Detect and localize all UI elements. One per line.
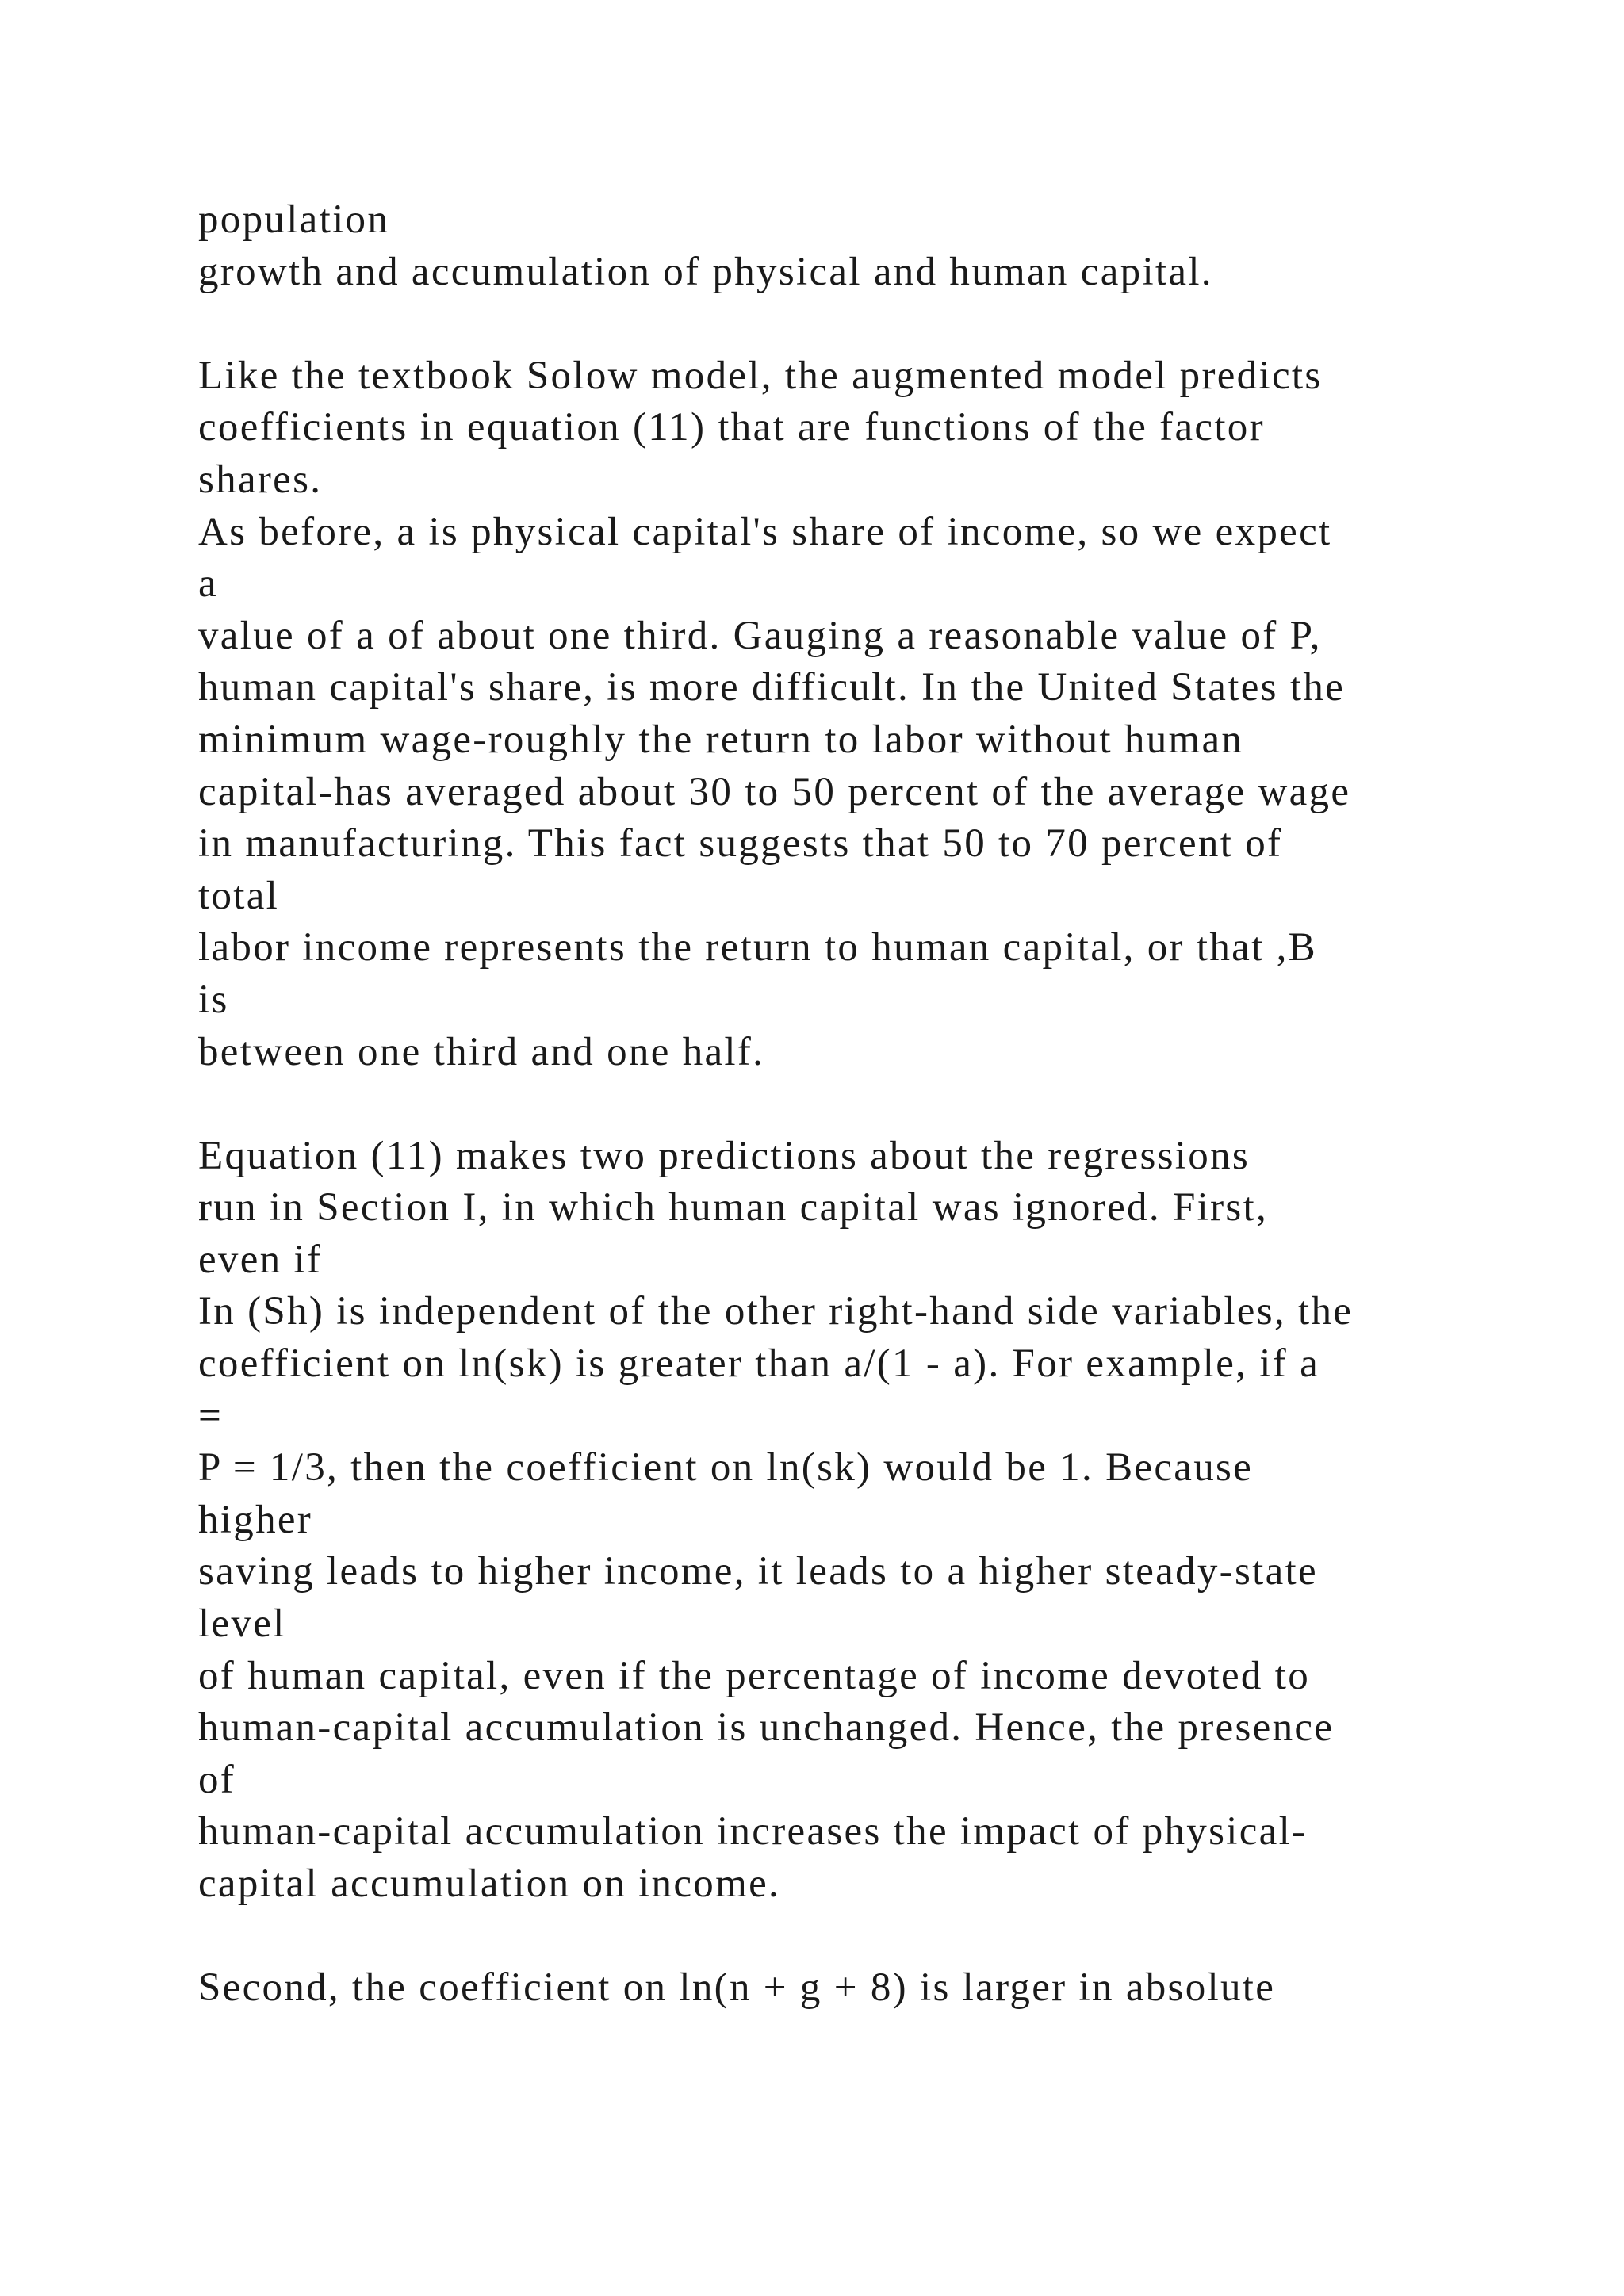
text-line: In (Sh) is independent of the other right-hand side variables, the <box>198 1289 1354 1334</box>
text-line: coefficients in equation (11) that are functions of the factor <box>198 405 1265 450</box>
text-line: human-capital accumulation increases the impact of physical- <box>198 1809 1308 1854</box>
text-line: in manufacturing. This fact suggests that 50 to 70 percent of <box>198 821 1283 867</box>
text-line: capital accumulation on income. <box>198 1862 781 1906</box>
paragraph-gap <box>198 1078 1594 1131</box>
paragraph-1 <box>198 194 1594 298</box>
text-line: human capital's share, is more difficult. In the United States the <box>198 665 1346 710</box>
text-line: minimum wage-roughly the return to labor without human <box>198 717 1244 762</box>
text-line: = <box>198 1393 224 1438</box>
text-line: a <box>198 561 218 607</box>
paragraph-gap <box>198 1911 1594 1963</box>
text-line: shares. <box>198 457 323 502</box>
paragraph-gap <box>198 298 1594 350</box>
text-line: level <box>198 1601 286 1647</box>
text-line: coefficient on ln(sk) is greater than a/(1 - a). For example, if a <box>198 1341 1320 1387</box>
text-line: is <box>198 977 229 1022</box>
text-line: Equation (11) makes two predictions about the regressions <box>198 1133 1251 1178</box>
document-text <box>198 194 1594 2015</box>
text-line: Like the textbook Solow model, the augmented model predicts <box>198 353 1323 398</box>
paragraph-2 <box>198 350 1594 1078</box>
text-line: Second, the coefficient on ln(n + g + 8) is larger in absolute <box>198 1965 1276 2011</box>
paragraph-4 <box>198 1962 1594 2015</box>
text-line: capital-has averaged about 30 to 50 percent of the average wage <box>198 769 1351 814</box>
text-line: human-capital accumulation is unchanged. Hence, the presence <box>198 1705 1335 1751</box>
text-line: population <box>198 197 390 242</box>
text-line: total <box>198 873 280 918</box>
text-line: of <box>198 1757 236 1802</box>
text-line: saving leads to higher income, it leads to a higher steady-state <box>198 1549 1318 1594</box>
text-line: of human capital, even if the percentage of income devoted to <box>198 1653 1311 1698</box>
text-line: run in Section I, in which human capital was ignored. First, <box>198 1185 1269 1230</box>
text-line: labor income represents the return to human capital, or that ,B <box>198 925 1317 970</box>
text-line: even if <box>198 1237 323 1282</box>
text-line: higher <box>198 1497 313 1542</box>
text-line: value of a of about one third. Gauging a reasonable value of P, <box>198 613 1322 658</box>
text-line: As before, a is physical capital's share of income, so we expect <box>198 509 1332 554</box>
text-line: growth and accumulation of physical and human capital. <box>198 249 1213 294</box>
text-line: P = 1/3, then the coefficient on ln(sk) would be 1. Because <box>198 1445 1254 1490</box>
text-line: between one third and one half. <box>198 1029 765 1074</box>
paragraph-3 <box>198 1131 1594 1911</box>
